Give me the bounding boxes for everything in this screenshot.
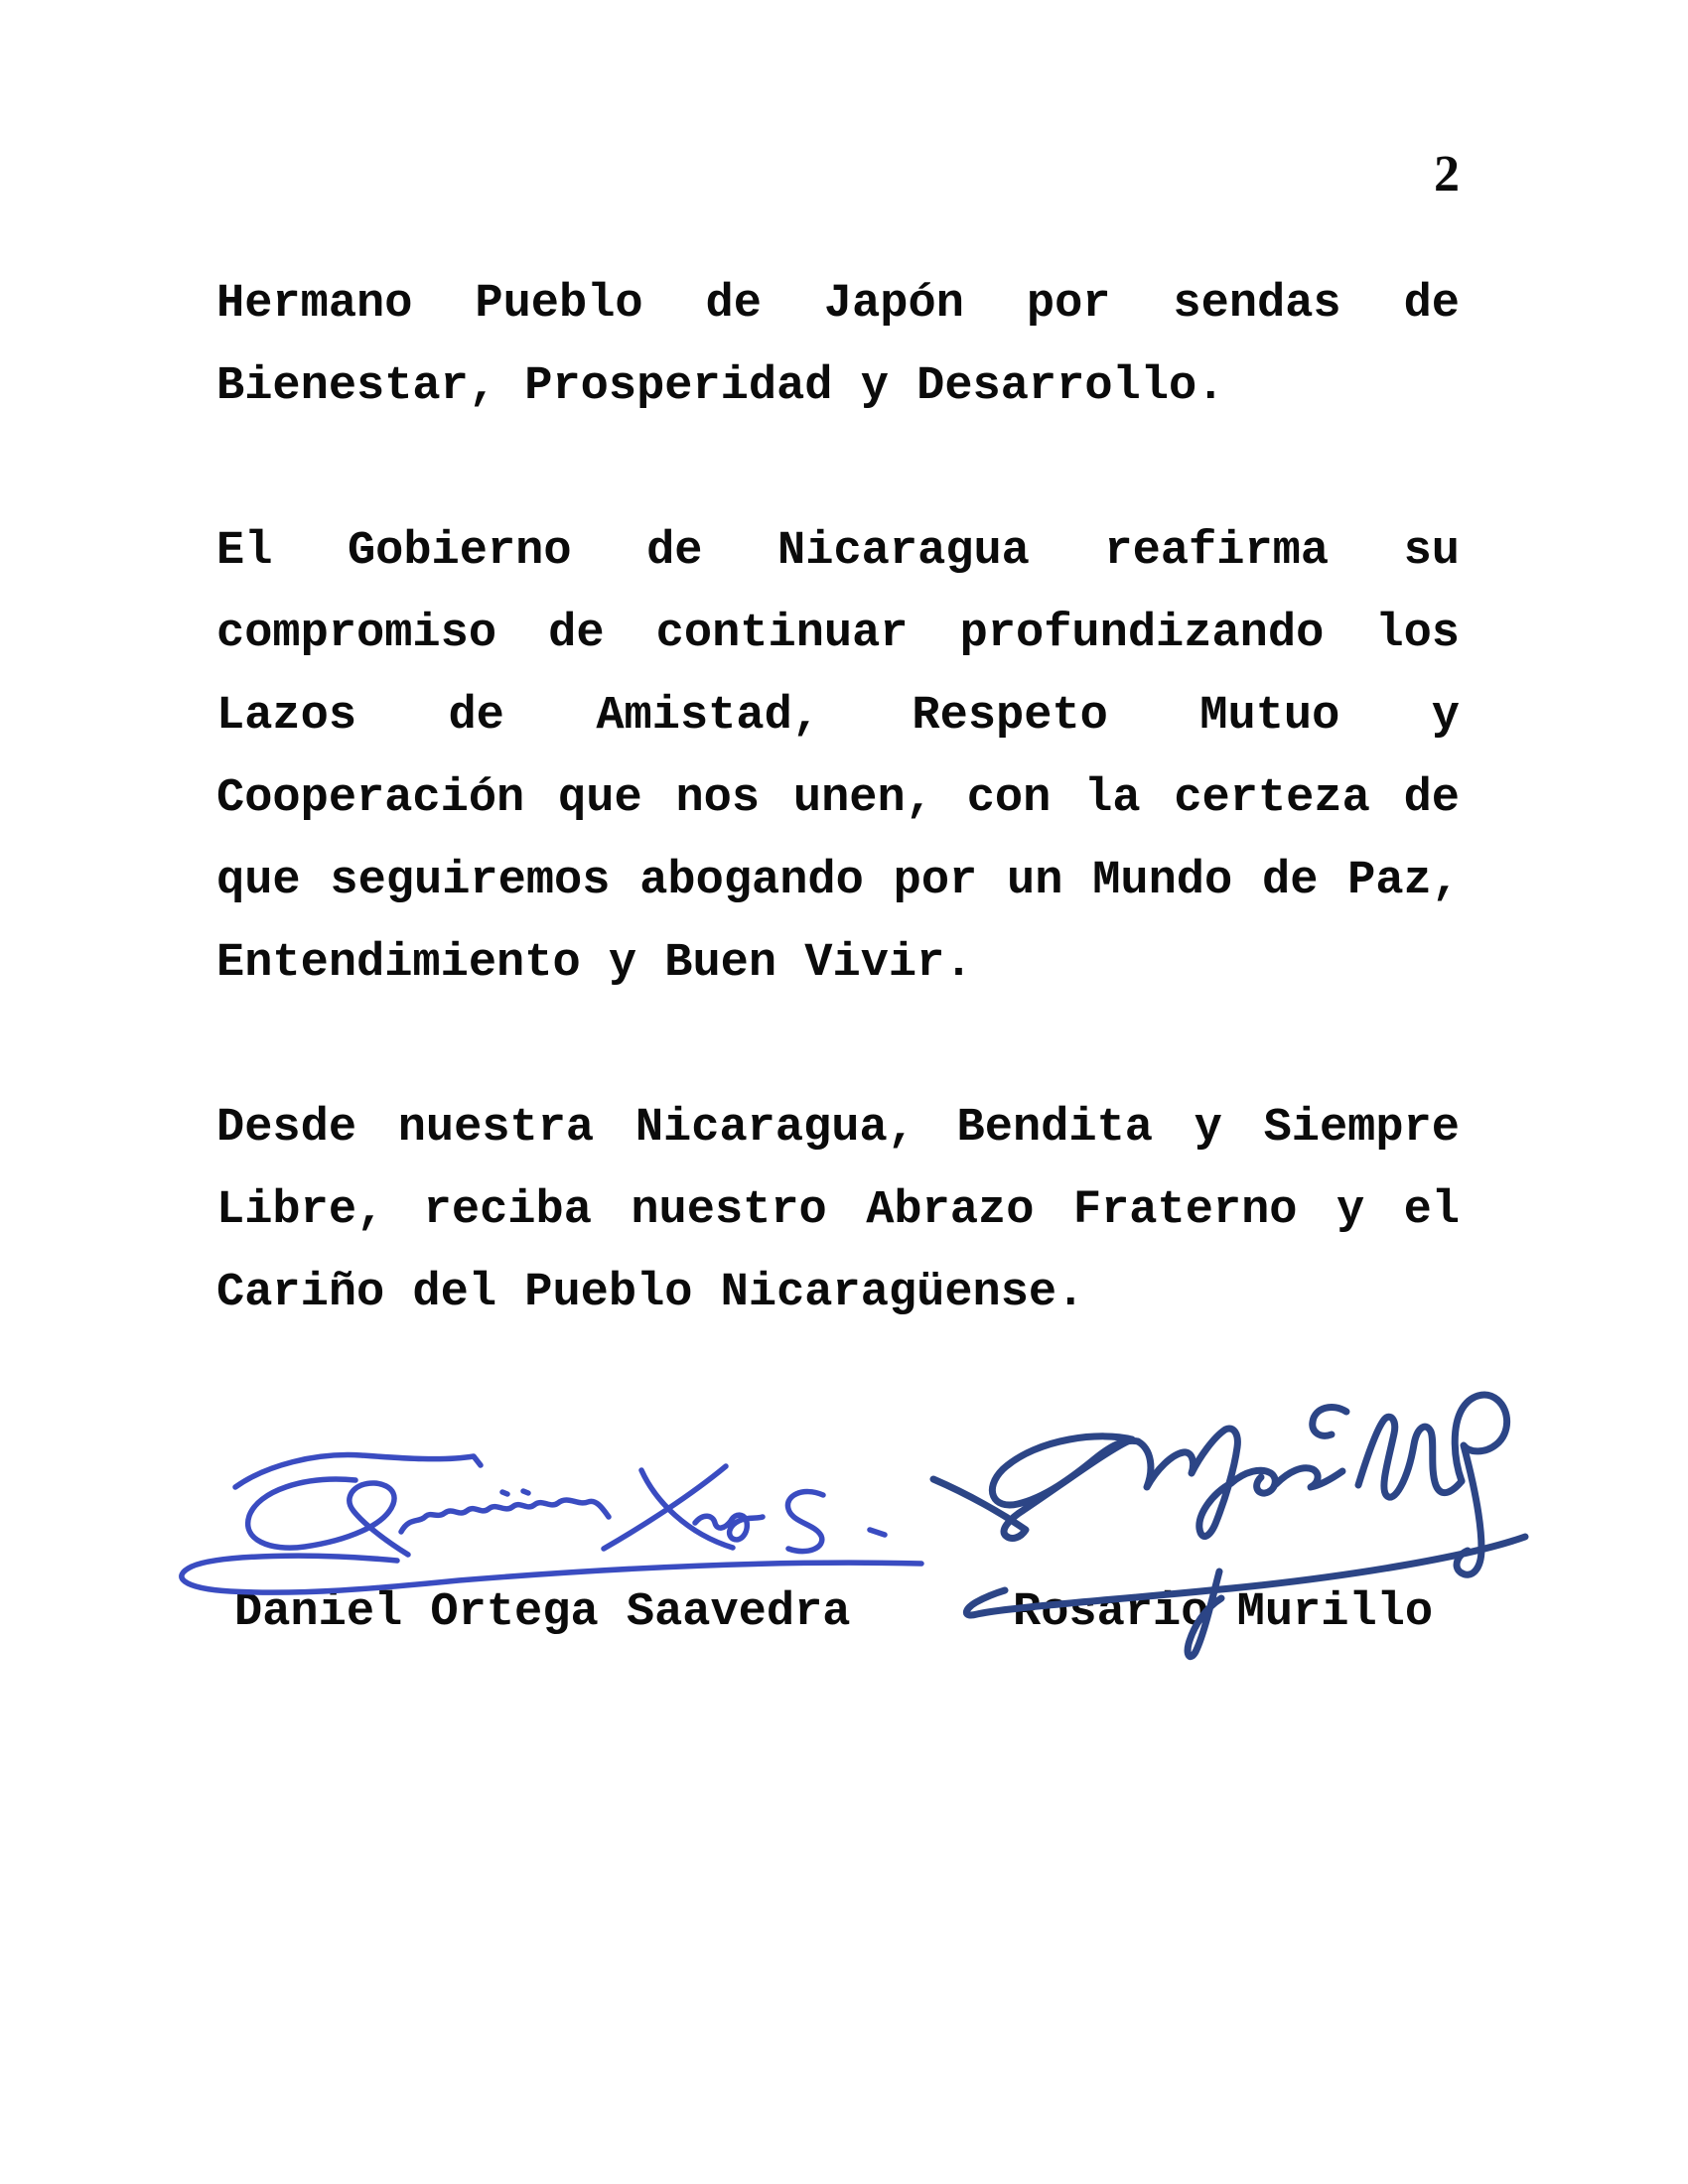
signature-name-daniel-ortega: Daniel Ortega Saavedra	[234, 1586, 851, 1639]
signature-daniel-ortega-ink	[182, 1455, 921, 1593]
text-line: Entendimiento y Buen Vivir.	[216, 937, 973, 990]
page-number: 2	[1434, 146, 1460, 203]
text-line: Bienestar, Prosperidad y Desarrollo.	[216, 360, 1225, 413]
text-line: Hermano Pueblo de Japón por sendas de	[216, 278, 1460, 331]
text-line: Cooperación que nos unen, con la certeza de	[216, 772, 1460, 825]
text-line: Libre, reciba nuestro Abrazo Fraterno y el	[216, 1184, 1460, 1237]
text-line: Cariño del Pueblo Nicaragüense.	[216, 1267, 1085, 1319]
signature-name-rosario-murillo: Rosario Murillo	[1013, 1586, 1434, 1639]
paragraph	[216, 263, 1460, 428]
paragraph	[216, 1087, 1460, 1334]
text-line: compromiso de continuar profundizando los	[216, 608, 1460, 660]
text-line: Desde nuestra Nicaragua, Bendita y Siempre	[216, 1102, 1460, 1155]
text-line: que seguiremos abogando por un Mundo de Paz,	[216, 855, 1460, 907]
text-line: El Gobierno de Nicaragua reafirma su	[216, 525, 1460, 578]
paragraph	[216, 510, 1460, 1005]
letter-body	[216, 263, 1460, 1334]
text-line: Lazos de Amistad, Respeto Mutuo y	[216, 690, 1460, 743]
